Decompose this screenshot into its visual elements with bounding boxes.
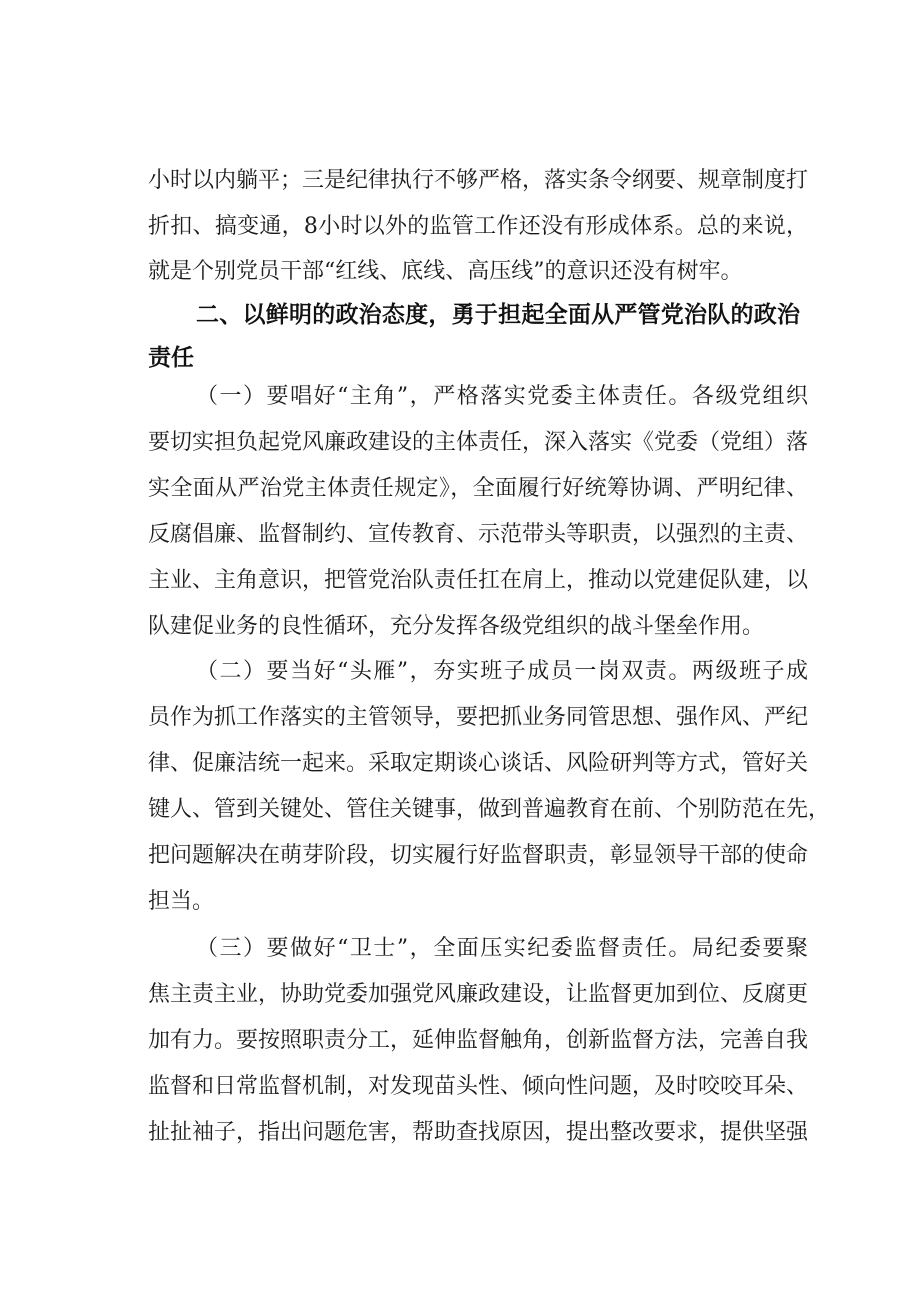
body-text-line: 主业、主角意识，把管党治队责任扛在肩上，推动以党建促队建，以 [148,568,809,593]
section-heading: 二、以鲜明的政治态度，勇于担起全面从严管党治队的政治 [196,302,800,328]
body-text-line: 焦主责主业，协助党委加强党风廉政建设，让监督更加到位、反腐更 [148,982,809,1007]
body-text-line: 反腐倡廉、监督制约、宣传教育、示范带头等职责，以强烈的主责、 [148,522,809,547]
section-heading-continued: 责任 [148,345,194,371]
body-text-line: 折扣、搞变通，8小时以外的监管工作还没有形成体系。总的来说， [148,214,808,239]
body-text-line: 律、促廉洁统一起来。采取定期谈心谈话、风险研判等方式，管好关 [148,751,809,776]
body-text-line: 员作为抓工作落实的主管领导，要把抓业务同管思想、强作风、严纪 [148,705,809,730]
body-text-line: 实全面从严治党主体责任规定》，全面履行好统筹协调、严明纪律、 [148,476,808,501]
body-text-line: 要切实担负起党风廉政建设的主体责任，深入落实《党委（党组）落 [148,430,809,455]
body-text-line: 扯扯袖子，指出问题危害，帮助查找原因，提出整改要求，提供坚强 [148,1120,809,1145]
body-text-line: 就是个别党员干部“红线、底线、高压线”的意识还没有树牢。 [148,259,743,284]
body-text-line: 键人、管到关键处、管住关键事，做到普遍教育在前、个别防范在先， [148,797,831,822]
paragraph-first-line: （一）要唱好“主角”，严格落实党委主体责任。各级党组织 [196,384,808,409]
body-text-line: 加有力。要按照职责分工，延伸监督触角，创新监督方法，完善自我 [148,1028,809,1053]
body-text-line: 小时以内躺平；三是纪律执行不够严格，落实条令纲要、规章制度打 [148,168,809,193]
body-text-line: 队建促业务的良性循环，充分发挥各级党组织的战斗堡垒作用。 [148,614,765,639]
body-text-line: 把问题解决在萌芽阶段，切实履行好监督职责，彰显领导干部的使命 [148,843,809,868]
body-text-line: 担当。 [148,889,215,914]
paragraph-first-line: （二）要当好“头雁”，夯实班子成员一岗双责。两级班子成 [196,659,808,684]
body-text-line: 监督和日常监督机制，对发现苗头性、倾向性问题，及时咬咬耳朵、 [148,1074,809,1099]
paragraph-first-line: （三）要做好“卫士”，全面压实纪委监督责任。局纪委要聚 [196,936,808,961]
